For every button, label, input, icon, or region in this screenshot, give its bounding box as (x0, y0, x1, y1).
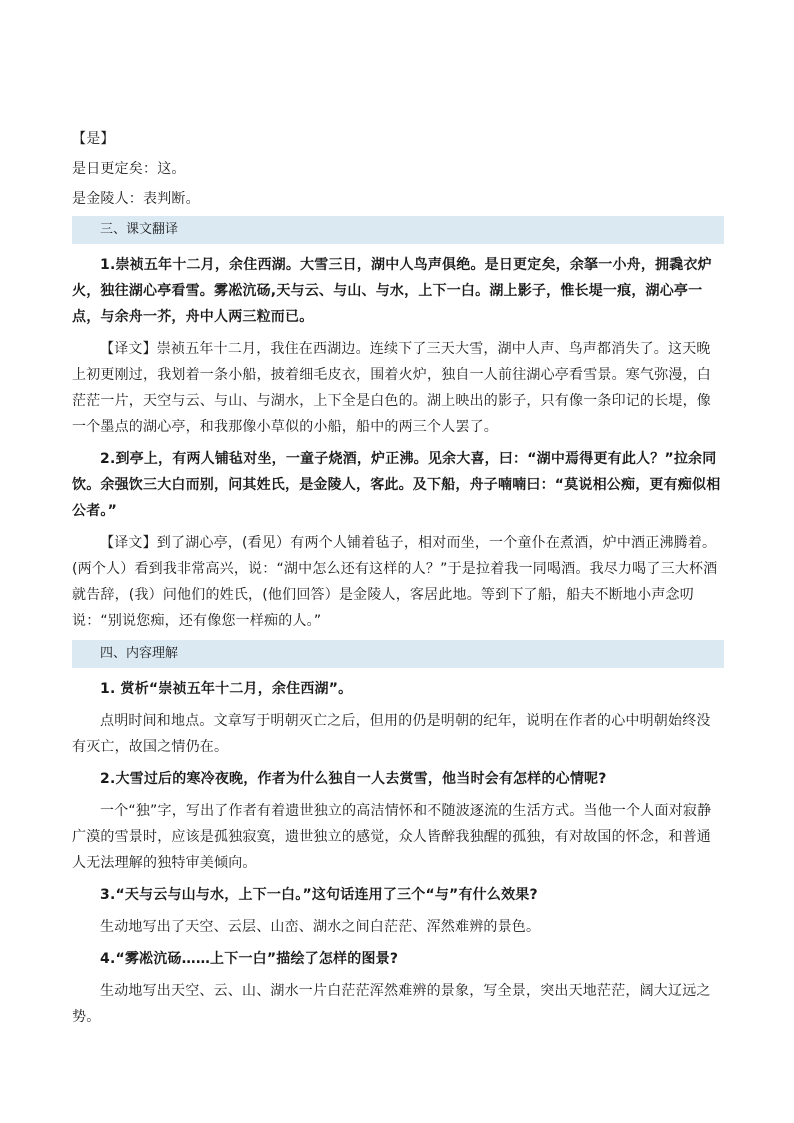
translation-paragraph: 【译文】崇祯五年十二月，我住在西湖边。连续下了三天大雪，湖中人声、鸟声都消失了。这天晚上初更刚过，我划着一条小船，披着细毛皮衣，围着火炉，独自一人前往湖心亭看雪景。寒气弥漫，白茫茫一片，天空与云、与山、与湖水，上下全是白色的。湖上映出的影子，只有像一条印记的长堤，像一个墨点的湖心亭，和我那像小草似的小船，船中的两三个人罢了。 (72, 341, 711, 435)
question: 1. 赏析“崇祯五年十二月，余住西湖”。 (100, 681, 353, 697)
question: 4.“雾凇沆砀……上下一白”描绘了怎样的图景? (100, 951, 399, 967)
translation-paragraph: 【译文】到了湖心亭，(看见）有两个人铺着毡子，相对而坐，一个童仆在煮酒，炉中酒正沸腾着。(两个人）看到我非常高兴，说：“湖中怎么还有这样的人？”于是拉着我一同喝酒。我尽力喝了三大杯酒就告辞，(我）问他们的姓氏，(他们回答）是金陵人，客居此地。等到下了船，船夫不断地小声念叨说：“别说您痴，还有像您一样痴的人。” (72, 535, 718, 629)
question: 3.“天与云与山与水，上下一白。”这句话连用了三个“与”有什么效果? (100, 887, 538, 903)
answer: 点明时间和地点。文章写于明朝灭亡之后，但用的仍是明朝的纪年，说明在作者的心中明朝始终没有灭亡，故国之情仍在。 (72, 713, 711, 755)
original-passage: 2.到亭上，有两人铺毡对坐，一童子烧酒，炉正沸。见余大喜，曰：“湖中焉得更有此人？”拉余同饮。余强饮三大白而别，问其姓氏，是金陵人，客此。及下船，舟子喃喃曰：“莫说相公痴，更有痴似相公者。” (72, 451, 721, 519)
question: 2.大雪过后的寒冷夜晚，作者为什么独自一人去赏雪，他当时会有怎样的心情呢? (100, 771, 607, 787)
answer: 生动地写出天空、云、山、湖水一片白茫茫浑然难辨的景象，写全景，突出天地茫茫，阔大辽远之势。 (72, 983, 711, 1025)
answer: 一个“独”字，写出了作者有着遗世独立的高洁情怀和不随波逐流的生活方式。当他一个人面对寂静广漠的雪景时，应该是孤独寂寞，遗世独立的感觉，众人皆醉我独醒的孤独，有对故国的怀念，和普通人无法理解的独特审美倾向。 (72, 803, 712, 871)
original-passage: 1.崇祯五年十二月，余住西湖。大雪三日，湖中人鸟声俱绝。是日更定矣，余拏一小舟，拥毳衣炉火，独往湖心亭看雪。雾凇沆砀,天与云、与山、与水，上下一白。湖上影子，惟长堤一痕，湖心亭一点，与余舟一芥，舟中人两三粒而已。 (72, 257, 712, 325)
answer: 生动地写出了天空、云层、山峦、湖水之间白茫茫、浑然难辨的景色。 (100, 919, 541, 935)
heading-shi: 【是】 (72, 131, 115, 147)
section-title: 三、课文翻译 (72, 216, 724, 244)
section-title: 四、内容理解 (72, 640, 724, 668)
document-content (72, 126, 724, 1036)
shi-item: 是金陵人：表判断。 (72, 191, 200, 207)
shi-item: 是日更定矣：这。 (72, 161, 186, 177)
